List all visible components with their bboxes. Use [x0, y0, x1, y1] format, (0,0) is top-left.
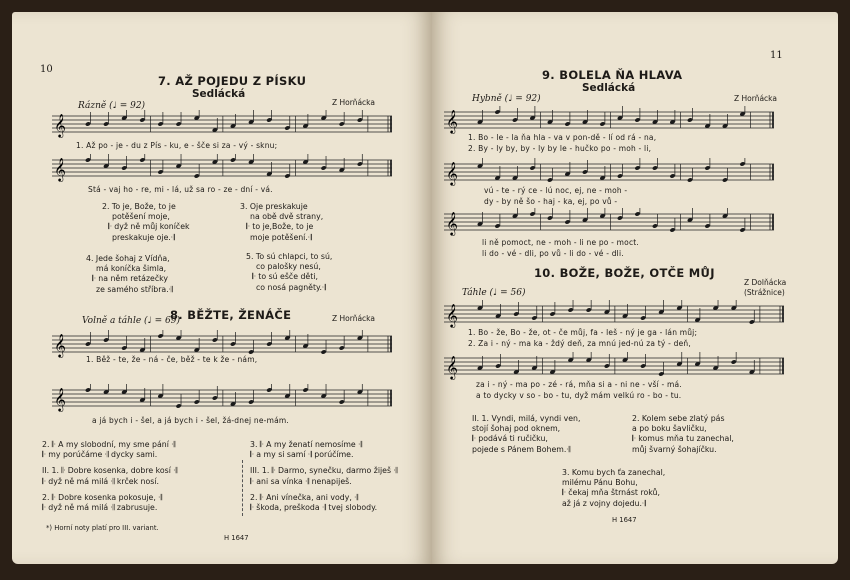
song-9-lyrics-4: dy - by ně šo - haj - ka, ej, po vů - — [484, 197, 618, 206]
song-10-lyrics-3: za i - ný - ma po - zé - rá, mňa si a - ni ne - vší - má. — [476, 380, 682, 389]
song-8-lyrics-1: 1. Běž - te, že - ná - če, běž - te k že - nám, — [86, 355, 258, 364]
left-page — [12, 12, 432, 564]
music-staff-7b — [52, 154, 392, 184]
song-7-tempo: Rázně (♩ = 92) — [78, 101, 146, 111]
song-9-lyrics-1: 1. Bo - le - la ňa hla - va v pon-dě - lí od rá - na, — [468, 133, 657, 142]
right-page — [432, 12, 838, 564]
song-9-lyrics-3: vú - te - rý ce - lú noc, ej, ne - moh - — [484, 186, 628, 195]
verse-divider — [242, 460, 243, 516]
svg-text:𝄞: 𝄞 — [446, 303, 458, 327]
song-10-lyrics-2: 2. Za i - ný - ma ka - ždý deň, za mnú jed-nú za tý - deň, — [468, 339, 691, 348]
song-7-subtitle: Sedlácká — [192, 88, 246, 100]
song-7-title: 7. AŽ POJEDU Z PÍSKU — [158, 74, 307, 88]
song-7-verse-5: 5. To sú chlapci, to sú, co palošky nesú, 𝄆 to sú ešče děti, co nosá pagněty.𝄇 — [246, 252, 333, 292]
song-7-verse-2: 2. To je, Bože, to je potěšení moje, 𝄆 dyž ně můj koníček preskakuje oje.𝄇 — [102, 202, 190, 242]
music-staff-9a — [444, 106, 774, 136]
song-9-region: Z Horňácka — [734, 94, 777, 103]
song-9-title: 9. BOLELA ŇA HLAVA — [542, 68, 683, 82]
music-staff-10b — [444, 352, 784, 382]
svg-text:𝄞: 𝄞 — [446, 355, 458, 379]
song-8-tempo: Volně a táhle (♩ = 69) — [82, 316, 181, 326]
song-10-verse-1: II. 1. Vyndi, milá, vyndi ven, stojí šohaj pod oknem, 𝄆 podává ti ručičku, pojede s Pánem Bohem.𝄇 — [472, 414, 581, 454]
svg-text:𝄞: 𝄞 — [54, 113, 66, 137]
song-10-verse-2: 2. Kolem sebe zlatý pás a po boku šavličku, 𝄆 komus mňa tu zanechal, můj švarný šohajíčku. — [632, 414, 734, 454]
song-8-region: Z Horňácka — [332, 314, 375, 323]
song-10-title: 10. BOŽE, BOŽE, OTČE MŮJ — [534, 266, 715, 280]
svg-text:𝄞: 𝄞 — [446, 211, 458, 235]
song-7-region: Z Horňácka — [332, 98, 375, 107]
song-9-subtitle: Sedlácká — [582, 82, 636, 94]
song-9-lyrics-6: li do - vé - dli, po vů - li do - vé - dli. — [482, 249, 624, 258]
song-8-title: 8. BĚŽTE, ŽENÁČE — [170, 308, 292, 322]
song-10-tempo: Táhle (♩ = 56) — [462, 288, 526, 298]
svg-text:𝄞: 𝄞 — [54, 333, 66, 357]
print-code-left: H 1647 — [224, 534, 249, 542]
song-8-lyrics-2: a já bych i - šel, a já bych i - šel, žá-dnej ne-mám. — [92, 416, 289, 425]
footnote: *) Horní noty platí pro III. variant. — [46, 524, 159, 532]
music-staff-7a — [52, 110, 392, 140]
song-10-verse-3: 3. Komu bych ťa zanechal, milému Pánu Bohu, 𝄆 čekaj mňa štrnást roků, až já z vojny dojedu.𝄇 — [562, 468, 666, 508]
song-7-lyrics-2: Stá - vaj ho - re, mi - lá, už sa ro - ze - dní - vá. — [88, 185, 273, 194]
music-staff-9b — [444, 158, 774, 188]
svg-text:𝄞: 𝄞 — [446, 161, 458, 185]
music-staff-9c — [444, 208, 774, 238]
song-10-lyrics-4: a to dycky v so - bo - tu, dyž mám velkú ro - bo - tu. — [476, 391, 682, 400]
music-staff-10a — [444, 300, 784, 330]
song-10-region: Z Dolňácka — [744, 278, 787, 287]
song-9-lyrics-2: 2. By - ly by, by - ly by le - hučko po - moh - li, — [468, 144, 652, 153]
song-10-lyrics-1: 1. Bo - že, Bo - že, ot - če můj, fa - leš - ný je ga - lán můj; — [468, 328, 698, 337]
svg-text:𝄞: 𝄞 — [446, 109, 458, 133]
song-7-lyrics-1: 1. Až po - je - du z Pís - ku, e - šče si za - vý - sknu; — [76, 141, 278, 150]
song-9-lyrics-5: li ně pomoct, ne - moh - li ne po - moct. — [482, 238, 640, 247]
svg-text:𝄞: 𝄞 — [54, 387, 66, 411]
svg-text:𝄞: 𝄞 — [54, 157, 66, 181]
song-8-verses-left: 2. 𝄆 A my slobodní, my sme pání 𝄇 𝄆 my porúčáme 𝄇 dycky sami. II. 1. 𝄆 Dobre kosenka, dobre kosí 𝄇 𝄆 dyž ně má milá 𝄇 krček nosí. 2. 𝄆 Dobre kosenka pokosuje, 𝄇 𝄆 dyž ně má milá 𝄇 zabrusuje. — [42, 440, 178, 513]
page-number-left: 10 — [40, 64, 53, 75]
print-code-right: H 1647 — [612, 516, 637, 524]
song-9-tempo: Hybně (♩ = 92) — [472, 94, 541, 104]
music-staff-8b — [52, 384, 392, 414]
page-number-right: 11 — [770, 50, 783, 61]
song-8-verses-right: 3. 𝄆 A my ženatí nemosíme 𝄇 𝄆 a my si samí 𝄇 porúčíme. III. 1. 𝄆 Darmo, synečku, darmo žiješ 𝄇 𝄆 ani sa vínka 𝄇 nenapiješ. 2. 𝄆 Ani vínečka, ani vody, 𝄇 𝄆 škoda, preškoda 𝄇 tvej slobody. — [250, 440, 398, 513]
song-7-verse-3: 3. Oje preskakuje na obě dvě strany, 𝄆 to je,Bože, to je moje potěšení.𝄇 — [240, 202, 324, 242]
song-10-region-2: (Strážnice) — [744, 288, 785, 297]
song-7-verse-4: 4. Jede šohaj z Vídňa, má koníčka šimla, 𝄆 na něm retázečky ze samého stříbra.𝄇 — [86, 254, 173, 294]
